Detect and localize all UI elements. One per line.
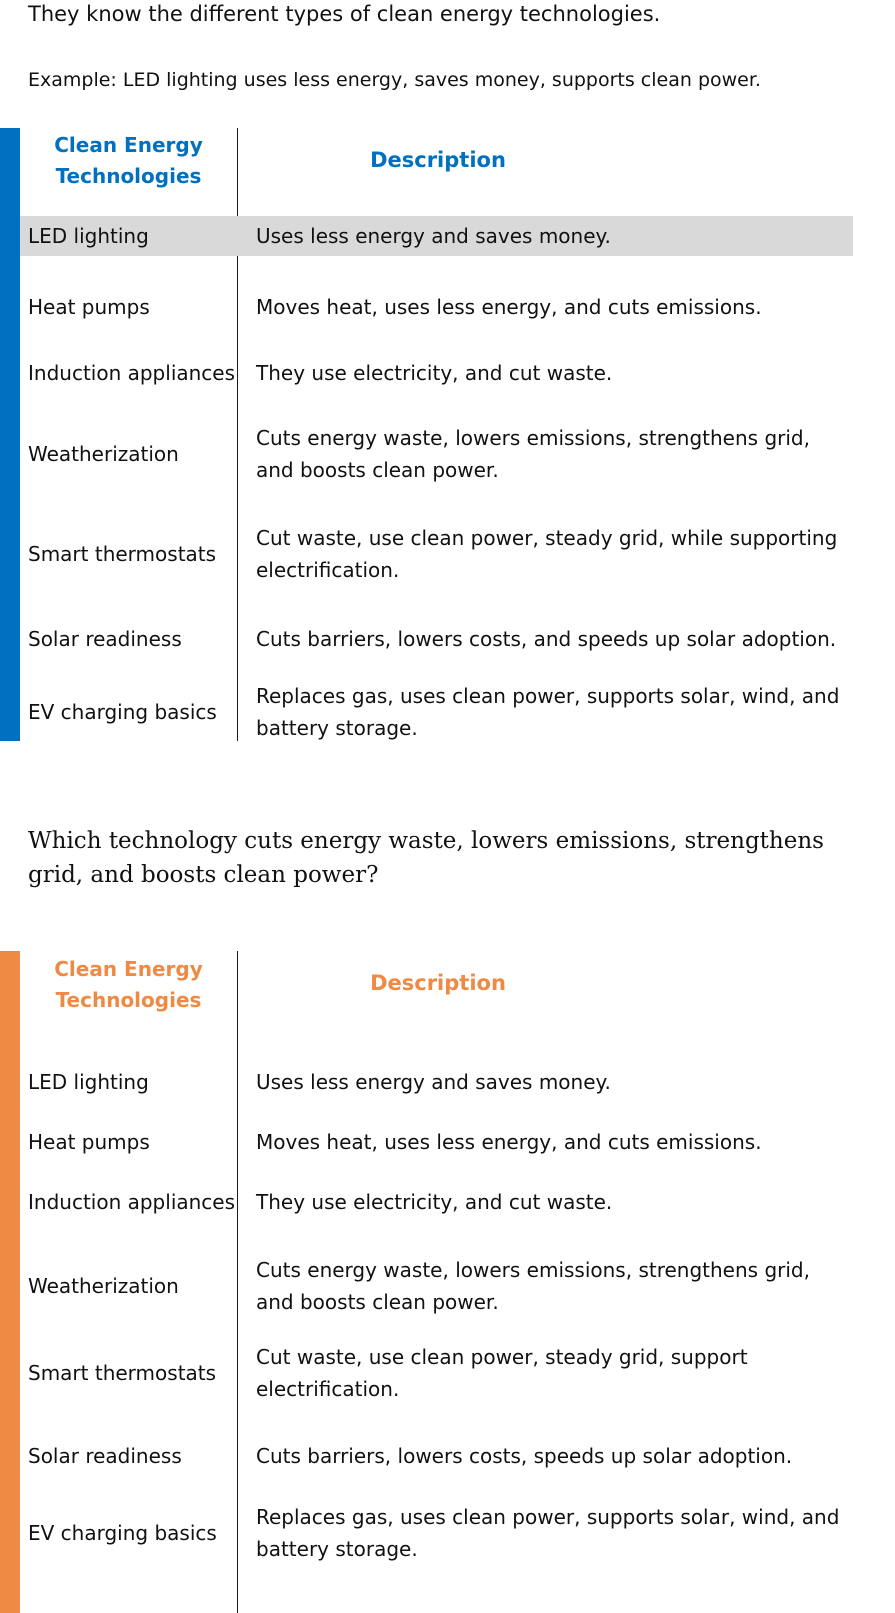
tech-description: They use electricity, and cut waste. [256,1190,613,1214]
table-row[interactable] [20,1437,853,1475]
table-row[interactable] [20,1250,853,1322]
tech-name: Solar readiness [28,1444,182,1468]
tech-table-1 [0,128,880,741]
question-text: Which technology cuts energy waste, lowers emissions, strengthens grid, and boosts clean power? [28,828,824,888]
table-row[interactable] [20,418,853,490]
table-row[interactable] [20,1063,853,1101]
tech-name: LED lighting [28,1070,149,1094]
tech-description: Cut waste, use clean power, steady grid, support electrification. [256,1345,748,1401]
tech-description: Cuts barriers, lowers costs, speeds up solar adoption. [256,1444,793,1468]
table-row[interactable] [20,1123,853,1161]
header-technologies: Clean Energy Technologies [54,957,203,1012]
example-text: Example: LED lighting uses less energy, saves money, supports clean power. [28,69,761,91]
header-description: Description [370,971,506,995]
table-row[interactable] [20,1183,853,1221]
tech-name: EV charging basics [28,700,217,724]
tech-description: Uses less energy and saves money. [256,224,611,248]
table-row[interactable] [20,1337,853,1409]
tech-name: LED lighting [28,224,149,248]
tech-name: Weatherization [28,1274,179,1298]
tech-description: Cuts energy waste, lowers emissions, strengthens grid, and boosts clean power. [256,1258,810,1314]
header-description: Description [370,148,506,172]
intro-text: They know the different types of clean energy technologies. [28,2,661,26]
tech-name: Heat pumps [28,1130,150,1154]
tech-description: Moves heat, uses less energy, and cuts emissions. [256,295,762,319]
table-row[interactable] [20,676,853,748]
tech-description: Moves heat, uses less energy, and cuts emissions. [256,1130,762,1154]
table-row[interactable] [20,620,853,658]
tech-description: Cut waste, use clean power, steady grid, while supporting electrification. [256,526,838,582]
tech-description: Uses less energy and saves money. [256,1070,611,1094]
tech-description: Cuts barriers, lowers costs, and speeds up solar adoption. [256,627,837,651]
table-row[interactable] [20,216,853,256]
tech-name: Induction appliances [28,361,236,385]
header-technologies: Clean Energy Technologies [54,133,203,188]
table-row[interactable] [20,288,853,326]
tech-table-2 [0,951,880,1613]
tech-description: Replaces gas, uses clean power, supports solar, wind, and battery storage. [256,684,840,740]
table-accent-bar [0,128,20,741]
table-row[interactable] [20,1497,853,1569]
tech-name: Smart thermostats [28,1361,217,1385]
tech-name: Solar readiness [28,627,182,651]
table-row[interactable] [20,354,853,392]
tech-description: Cuts energy waste, lowers emissions, strengthens grid, and boosts clean power. [256,426,810,482]
table-row[interactable] [20,518,853,590]
tech-name: EV charging basics [28,1521,217,1545]
tech-name: Heat pumps [28,295,150,319]
tech-name: Weatherization [28,442,179,466]
tech-name: Smart thermostats [28,542,217,566]
tech-description: They use electricity, and cut waste. [256,361,613,385]
table-accent-bar [0,951,20,1613]
tech-description: Replaces gas, uses clean power, supports solar, wind, and battery storage. [256,1505,840,1561]
tech-name: Induction appliances [28,1190,236,1214]
